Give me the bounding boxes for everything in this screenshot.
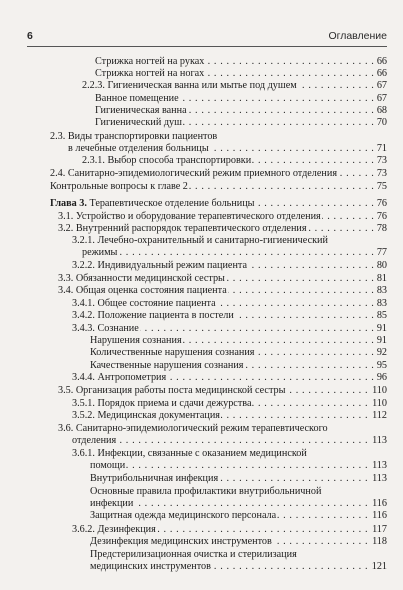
toc-entry xyxy=(90,360,387,372)
toc-entry xyxy=(72,372,387,384)
toc-entry xyxy=(72,524,387,536)
toc-entry-page: 80 xyxy=(376,260,387,271)
toc-entry-page: 73 xyxy=(376,168,387,179)
toc-entry-page: 96 xyxy=(376,372,387,383)
toc-entry-page: 75 xyxy=(376,181,387,192)
toc-entry-title: Гигиенический душ xyxy=(95,117,182,128)
toc-entry xyxy=(90,460,387,472)
toc-entry-title: 3.3. Обязанности медицинской сестры xyxy=(58,273,225,284)
toc-entry-title: 3.6.1. Инфекции, связанные с оказанием медицинской xyxy=(72,448,307,459)
toc-entry-page: 91 xyxy=(376,323,387,334)
toc-entry-title: 3.2. Внутренний распорядок терапевтического отделения xyxy=(58,223,307,234)
toc-entry-title: в лечебные отделения больницы xyxy=(68,143,209,154)
toc-entry-page: 78 xyxy=(376,223,387,234)
toc-entry xyxy=(82,80,387,92)
toc-entry-page: 73 xyxy=(376,155,387,166)
toc-entry xyxy=(72,298,387,310)
toc-entry-page: 118 xyxy=(372,536,387,547)
toc-entry xyxy=(58,385,387,397)
toc-entry-page: 113 xyxy=(372,435,387,446)
toc-entry-page: 92 xyxy=(376,347,387,358)
page-number: 6 xyxy=(27,30,33,42)
toc-entry xyxy=(58,273,387,285)
chapter-label: Глава 3. xyxy=(50,198,87,209)
toc-entry-title: Гигиеническая ванна xyxy=(95,105,187,116)
toc-entry xyxy=(58,223,387,235)
toc-entry xyxy=(58,285,387,297)
toc-entry xyxy=(50,198,387,210)
toc-entry xyxy=(68,143,387,155)
toc-entry xyxy=(50,181,387,193)
toc-entry-page: 68 xyxy=(376,105,387,116)
toc-entry-title: Внутрибольничная инфекция xyxy=(90,473,219,484)
toc-entry-title: 3.6. Санитарно-эпидемиологический режим терапевтического xyxy=(58,423,328,434)
toc-entry-title: отделения xyxy=(72,435,117,446)
dot-leader xyxy=(72,435,387,447)
dot-leader xyxy=(90,460,387,472)
toc-entry xyxy=(72,398,387,410)
toc-entry-page: 70 xyxy=(376,117,387,128)
toc-entry-title: 3.4.3. Сознание xyxy=(72,323,139,334)
toc-entry-page: 117 xyxy=(372,524,387,535)
toc-entry xyxy=(90,347,387,359)
toc-entry-title: Стрижка ногтей на ногах xyxy=(95,68,205,79)
toc-entry-page: 67 xyxy=(376,80,387,91)
toc-entry xyxy=(72,448,387,460)
toc-entry-page: 113 xyxy=(372,460,387,471)
toc-entry-page: 66 xyxy=(376,56,387,67)
toc-entry xyxy=(72,410,387,422)
toc-entry xyxy=(95,117,387,129)
toc-entry-page: 121 xyxy=(371,561,387,572)
toc-entry-title: 2.2.3. Гигиеническая ванна или мытье под душем xyxy=(82,80,297,91)
toc-entry-title: 3.1. Устройство и оборудование терапевтического отделения xyxy=(58,211,321,222)
chapter-title: Терапевтическое отделение больницы xyxy=(89,198,255,209)
toc-entry-title: 3.4.4. Антропометрия xyxy=(72,372,167,383)
toc-entry-title: 3.4. Общая оценка состояния пациента xyxy=(58,285,227,296)
toc-entry-title: 2.3. Виды транспортировки пациентов xyxy=(50,131,218,142)
toc-entry-title: помощи xyxy=(90,460,126,471)
toc-entry xyxy=(82,155,387,167)
toc-entry xyxy=(95,56,387,68)
toc-entry-title: Контрольные вопросы к главе 2 xyxy=(50,181,188,192)
toc-entry-title xyxy=(50,198,256,210)
toc-entry-title: инфекции xyxy=(90,498,134,509)
toc-entry-title: медицинских инструментов xyxy=(90,561,211,572)
toc-entry-title: 3.5.2. Медицинская документация xyxy=(72,410,220,421)
toc-entry xyxy=(90,549,387,561)
toc-entry xyxy=(58,211,387,223)
toc-entry-title: 3.2.1. Лечебно-охранительный и санитарно-гигиенический xyxy=(72,235,328,246)
toc-entry xyxy=(58,423,387,435)
toc-entry-title: Качественные нарушения сознания xyxy=(90,360,244,371)
toc-entry-page: 71 xyxy=(376,143,387,154)
toc-entry xyxy=(72,310,387,322)
toc-entry xyxy=(90,473,387,485)
toc-entry-title: 3.4.2. Положение пациента в постели xyxy=(72,310,234,321)
toc-entry-page: 85 xyxy=(376,310,387,321)
toc-entry-title: 3.2.2. Индивидуальный режим пациента xyxy=(72,260,248,271)
toc-entry-page: 110 xyxy=(372,385,387,396)
toc-entry-page: 116 xyxy=(372,510,387,521)
toc-entry-page: 77 xyxy=(376,247,387,258)
toc-entry xyxy=(90,486,387,498)
toc-entry xyxy=(95,93,387,105)
toc-entry-title: 3.4.1. Общее состояние пациента xyxy=(72,298,216,309)
toc-entry xyxy=(90,536,387,548)
toc-entry-title: 2.4. Санитарно-эпидемиологический режим приемного отделения xyxy=(50,168,338,179)
dot-leader xyxy=(90,498,387,510)
page-header xyxy=(27,30,387,44)
toc-entry-page: 110 xyxy=(372,398,387,409)
toc-entry-title: Дезинфекция медицинских инструментов xyxy=(90,536,272,547)
toc-entry-title: Защитная одежда медицинского персонала xyxy=(90,510,277,521)
toc-entry-title: 3.5.1. Порядок приема и сдачи дежурства xyxy=(72,398,252,409)
toc-entry-page: 83 xyxy=(376,285,387,296)
running-title: Оглавление xyxy=(328,30,387,42)
toc-entry xyxy=(82,247,387,259)
toc-entry-title: Основные правила профилактики внутрибольничной xyxy=(90,486,322,497)
toc-entry-page: 113 xyxy=(372,473,387,484)
toc-entry xyxy=(72,235,387,247)
toc-entry-page: 116 xyxy=(372,498,387,509)
toc-entry-title: 2.3.1. Выбор способа транспортировки xyxy=(82,155,252,166)
toc-entry-title: режимы xyxy=(82,247,118,258)
toc-entry-page: 76 xyxy=(376,211,387,222)
toc-entry xyxy=(50,168,387,180)
toc-entry xyxy=(90,335,387,347)
toc-entry xyxy=(50,131,387,143)
header-rule xyxy=(27,46,387,47)
toc-entry-page: 83 xyxy=(376,298,387,309)
toc-entry-page: 81 xyxy=(376,273,387,284)
toc-entry-page: 67 xyxy=(376,93,387,104)
toc-entry-title: Количественные нарушения сознания xyxy=(90,347,255,358)
toc-entry-title: 3.5. Организация работы поста медицинской сестры xyxy=(58,385,286,396)
toc-entry xyxy=(90,561,387,573)
toc-entry xyxy=(72,323,387,335)
toc-entry-page: 95 xyxy=(376,360,387,371)
toc-entry-title: Ванное помещение xyxy=(95,93,179,104)
toc-entry-title: Стрижка ногтей на руках xyxy=(95,56,205,67)
toc-entry-page: 91 xyxy=(376,335,387,346)
toc-entry xyxy=(72,260,387,272)
toc-entry-title: Предстерилизационная очистка и стерилизация xyxy=(90,549,297,560)
toc-entry xyxy=(90,498,387,510)
toc-entry-title: 3.6.2. Дезинфекция xyxy=(72,524,156,535)
toc-entry-title: Нарушения сознания xyxy=(90,335,182,346)
toc-entry xyxy=(72,435,387,447)
toc-entry xyxy=(90,510,387,522)
toc-entry xyxy=(95,68,387,80)
toc-entry-page: 76 xyxy=(376,198,387,209)
toc-entry-page: 112 xyxy=(372,410,387,421)
dot-leader xyxy=(82,247,387,259)
toc-entry-page: 66 xyxy=(376,68,387,79)
toc-entry xyxy=(95,105,387,117)
